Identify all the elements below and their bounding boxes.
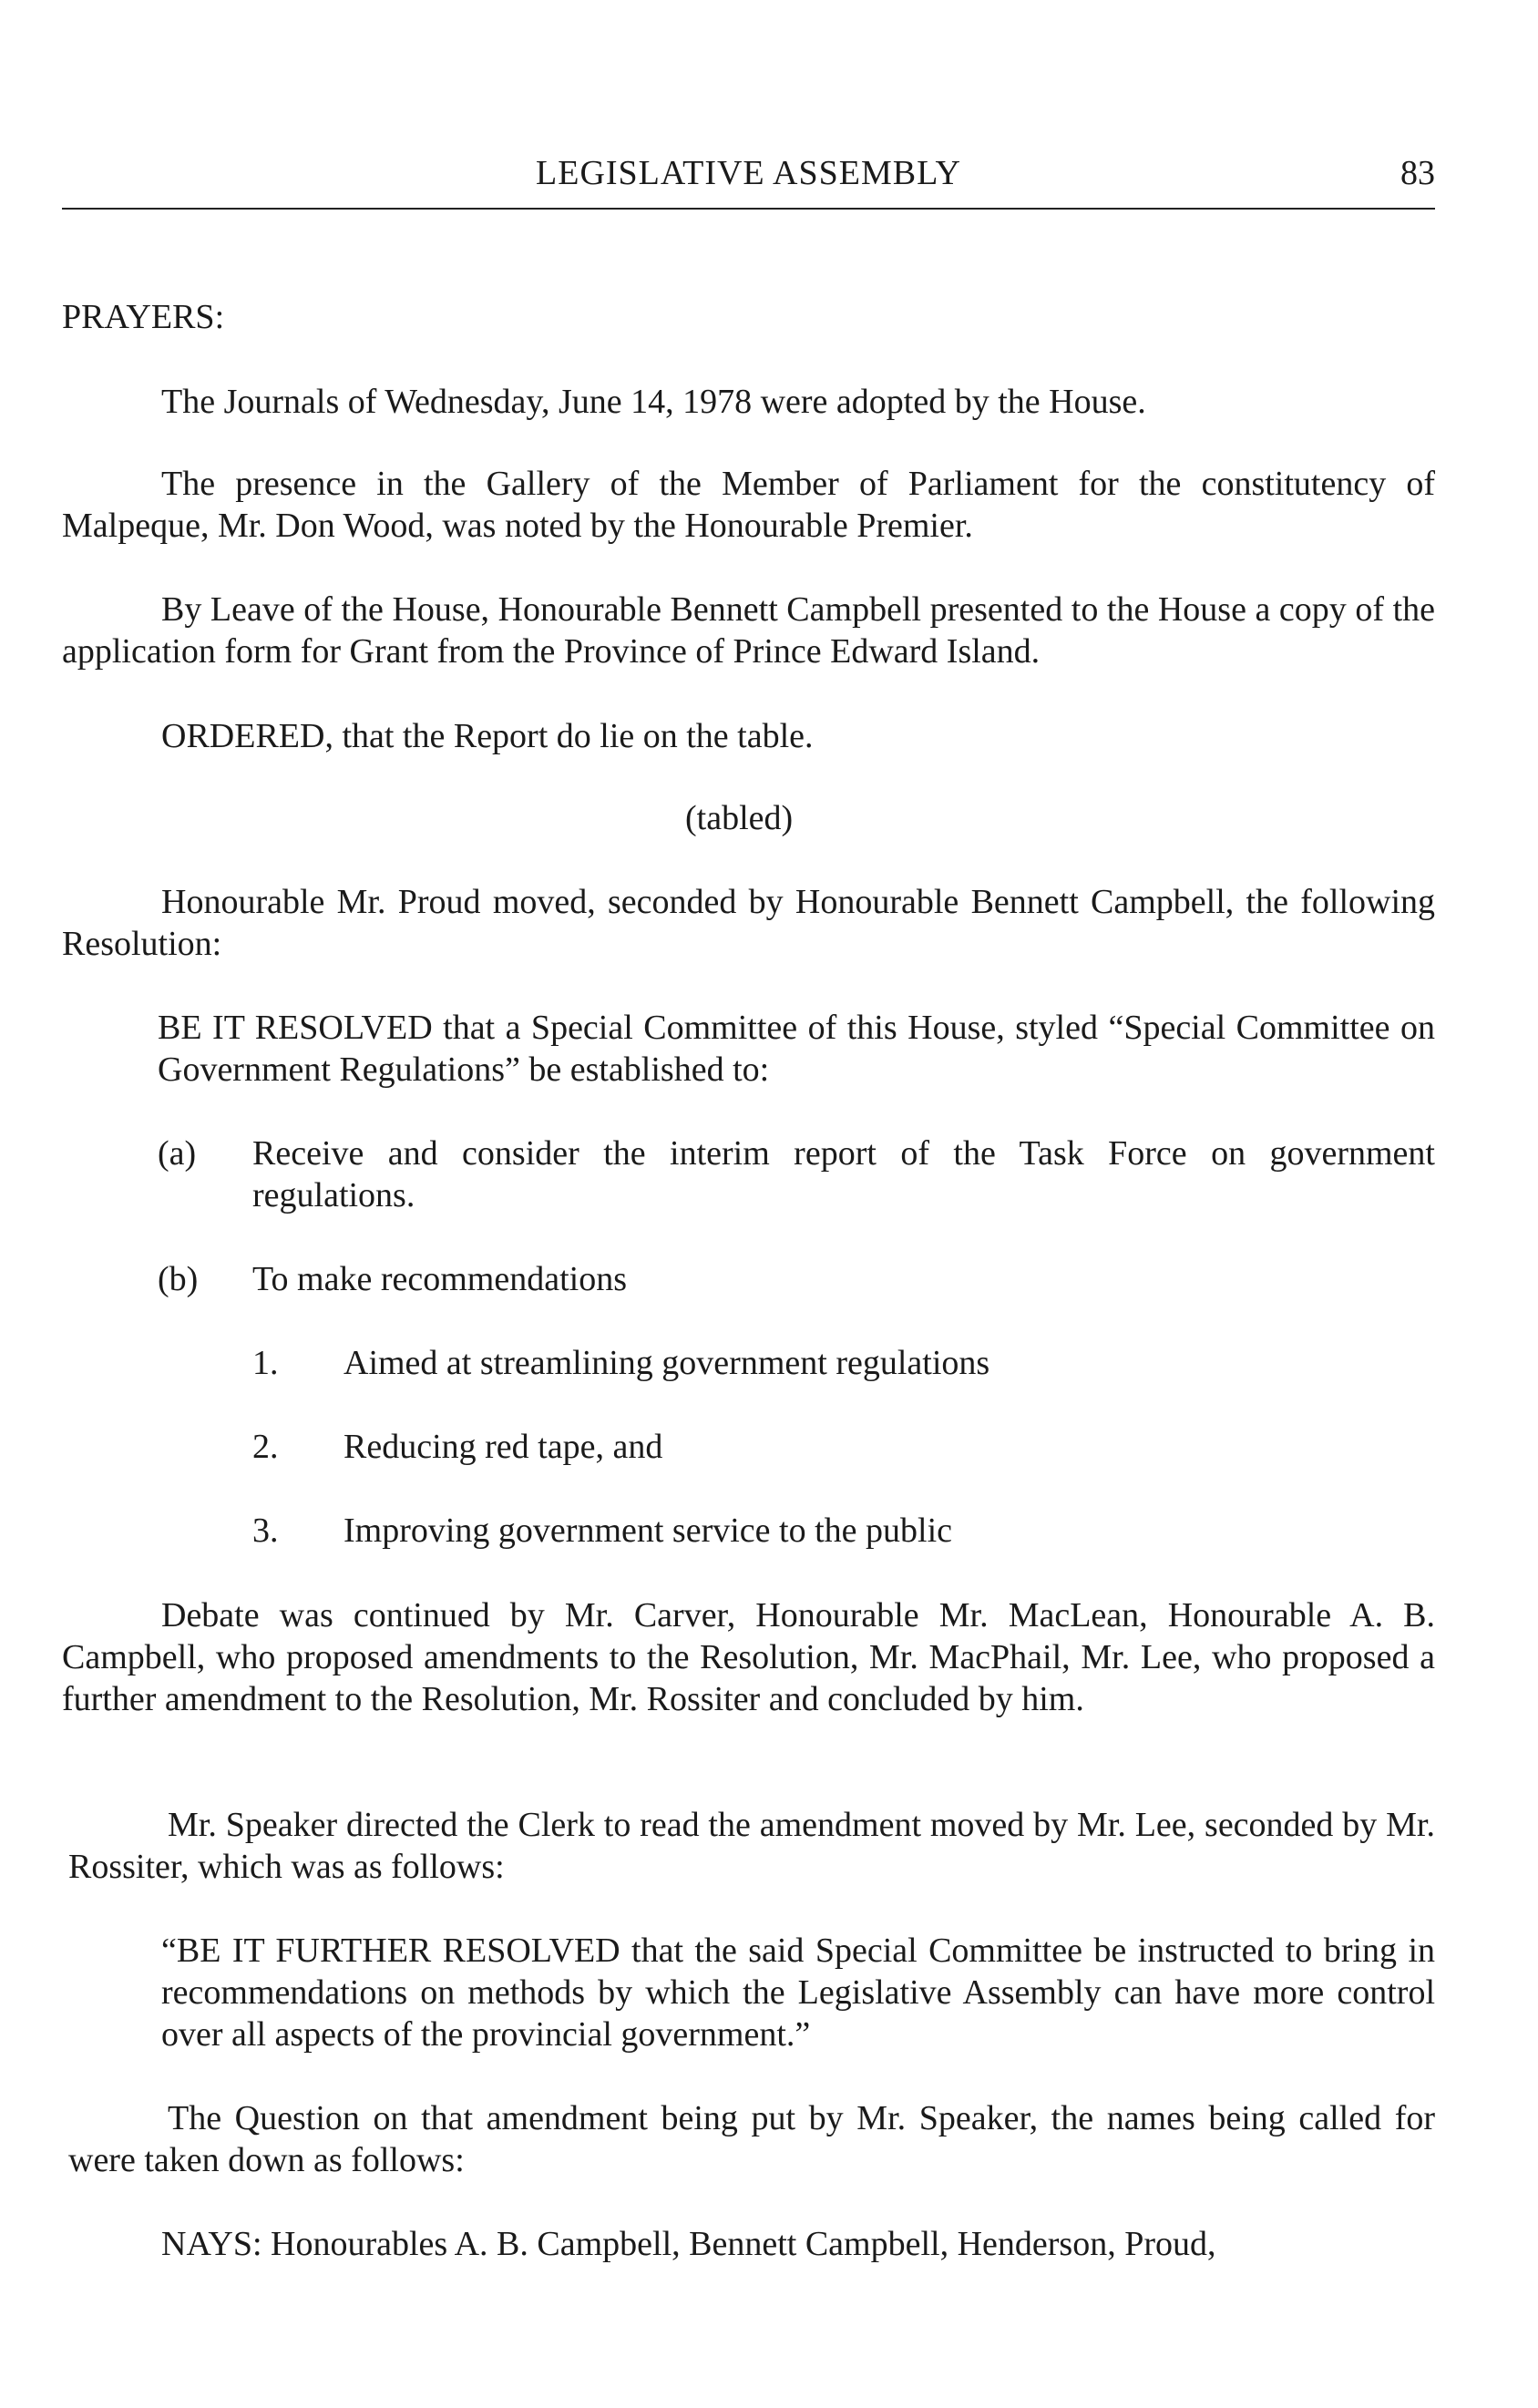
sub-item-3-text: Improving government service to the public <box>343 1511 952 1550</box>
paragraph-moved: Honourable Mr. Proud moved, seconded by Honourable Bennett Campbell, the following Resolution: <box>62 883 1435 963</box>
amendment-text: “BE IT FURTHER RESOLVED that the said Special Committee be instructed to bring in recommendations on methods by which the Legislative Assembly can have more control over all aspects of the provincial government.” <box>161 1932 1435 2054</box>
sub-item-2-text: Reducing red tape, and <box>343 1428 663 1466</box>
item-a-label: (a) <box>158 1134 197 1173</box>
paragraph-leave: By Leave of the House, Honourable Bennett Campbell presented to the House a copy of the application form for Grant from the Province of Prince Edward Island. <box>62 590 1435 671</box>
resolution-text: BE IT RESOLVED that a Special Committee of this House, styled “Special Committee on Government Regulations” be established to: <box>158 1009 1435 1089</box>
paragraph-journals: The Journals of Wednesday, June 14, 1978 were adopted by the House. <box>161 383 1146 421</box>
paragraph-gallery: The presence in the Gallery of the Member of Parliament for the constitutency of Malpeque, Mr. Don Wood, was noted by the Honourable Premier. <box>62 465 1435 545</box>
paragraph-question: The Question on that amendment being put by Mr. Speaker, the names being called for were taken down as follows: <box>68 2099 1435 2179</box>
tabled-note: (tabled) <box>685 799 794 837</box>
page-header <box>62 153 1435 210</box>
sub-item-2-label: 2. <box>252 1428 279 1466</box>
nays-line: NAYS: Honourables A. B. Campbell, Bennett Campbell, Henderson, Proud, <box>161 2225 1216 2263</box>
page-number: 83 <box>1400 154 1435 192</box>
paragraph-speaker: Mr. Speaker directed the Clerk to read the amendment moved by Mr. Lee, seconded by Mr. Rossiter, which was as follows: <box>68 1806 1435 1886</box>
prayers-heading: PRAYERS: <box>62 298 225 336</box>
sub-item-3-label: 3. <box>252 1511 279 1550</box>
item-a-text: Receive and consider the interim report of the Task Force on government regulations. <box>252 1134 1435 1214</box>
sub-item-1-label: 1. <box>252 1344 279 1382</box>
paragraph-ordered: ORDERED, that the Report do lie on the table. <box>161 717 814 755</box>
paragraph-debate: Debate was continued by Mr. Carver, Honourable Mr. MacLean, Honourable A. B. Campbell, who proposed amendments to the Resolution, Mr. MacPhail, Mr. Lee, who proposed a further amendment to the Resolution, Mr. Rossiter and concluded by him. <box>62 1596 1435 1718</box>
item-b-text: To make recommendations <box>252 1260 627 1298</box>
sub-item-1-text: Aimed at streamlining government regulations <box>343 1344 990 1382</box>
header-title: LEGISLATIVE ASSEMBLY <box>536 154 961 192</box>
item-b-label: (b) <box>158 1260 199 1298</box>
